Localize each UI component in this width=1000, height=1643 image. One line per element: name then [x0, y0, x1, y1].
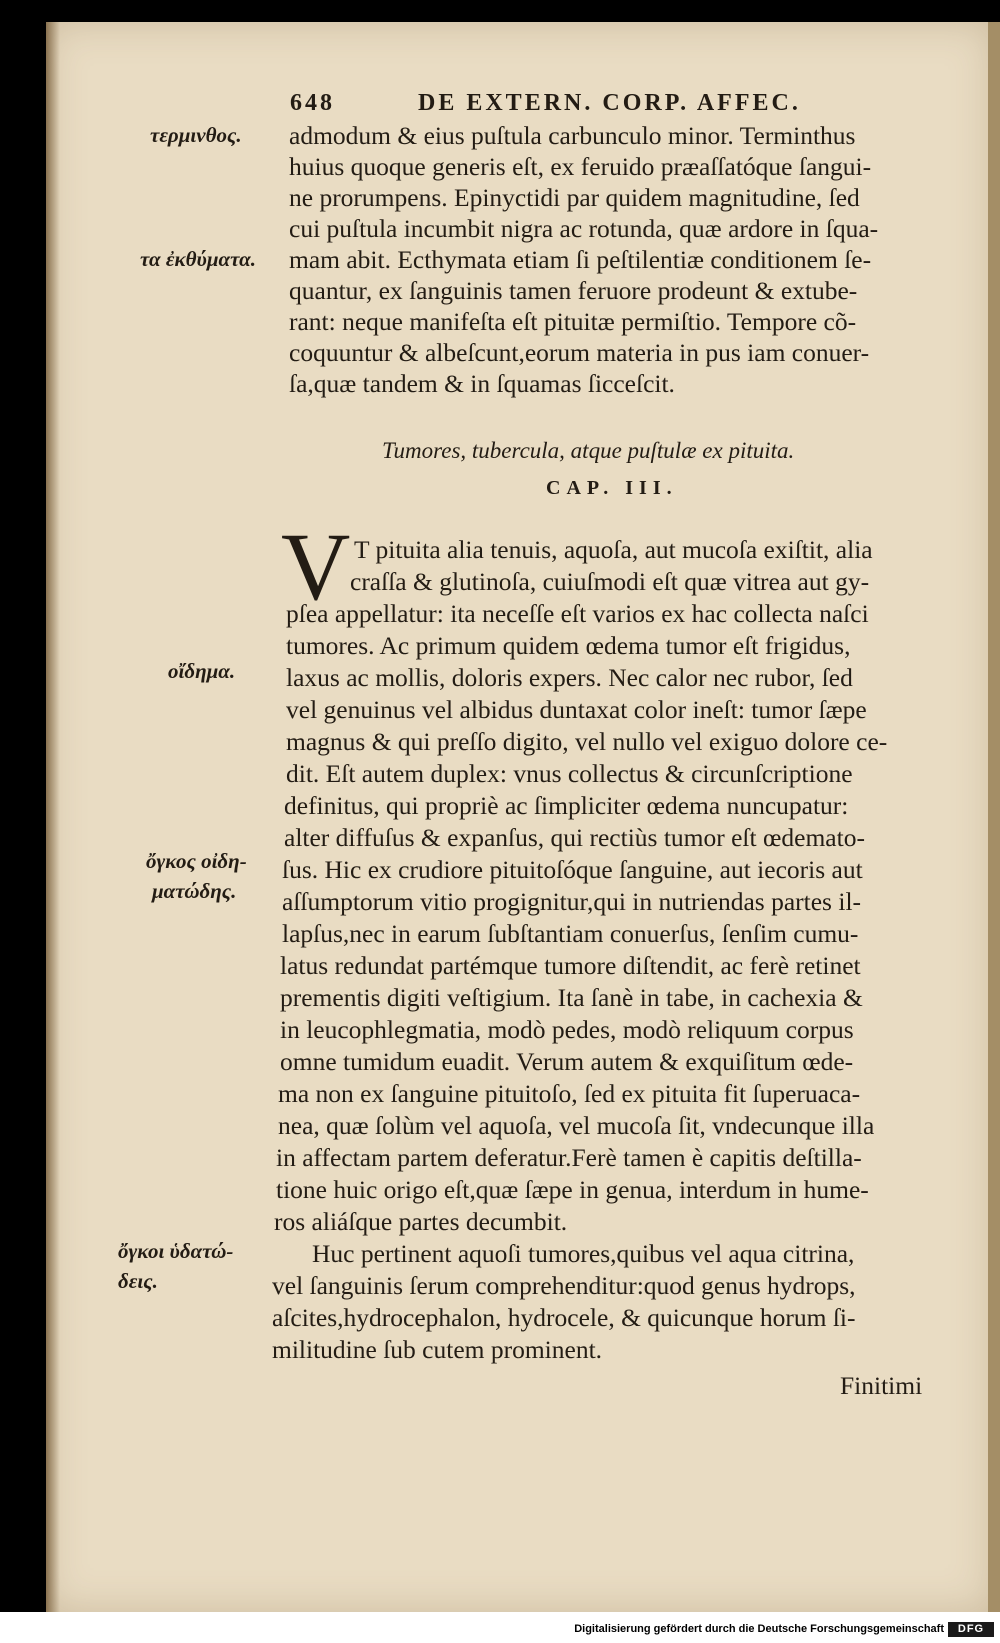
text-line: in affectam partem deferatur.Ferè tamen è capitis deſtilla-	[276, 1143, 862, 1172]
text-line: tumores. Ac primum quidem œdema tumor eſt frigidus,	[286, 631, 851, 660]
margin-note: ὄγκοι ὑδατώ-	[118, 1239, 234, 1263]
text-line: huius quoque generis eſt, ex feruido præaſſatóque ſangui-	[289, 152, 872, 181]
text-line: laxus ac mollis, doloris expers. Nec calor nec rubor, ſed	[286, 663, 853, 692]
text-line: quantur, ex ſanguinis tamen feruore prodeunt & extube-	[289, 276, 858, 305]
margin-note: τερμινθος.	[150, 123, 242, 147]
text-line: craſſa & glutinoſa, cuiuſmodi eſt quæ vitrea aut gy-	[350, 567, 870, 596]
text-line: ſus. Hic ex crudiore pituitoſóque ſanguine, aut iecoris aut	[282, 855, 863, 884]
text-line: tione huic origo eſt,quæ ſæpe in genua, interdum in hume-	[276, 1175, 869, 1204]
text-line: aſcites,hydrocephalon, hydrocele, & quicunque horum ſi-	[272, 1303, 856, 1332]
text-line: admodum & eius puſtula carbunculo minor. Terminthus	[289, 121, 856, 150]
text-line: prementis digiti veſtigium. Ita ſanè in tabe, in cachexia &	[280, 983, 863, 1012]
margin-note: ὄγκος οἰδη-	[146, 849, 247, 873]
text-line: vel ſanguinis ſerum comprehenditur:quod genus hydrops,	[272, 1271, 856, 1300]
text-line: vel genuinus vel albidus duntaxat color ineſt: tumor ſæpe	[286, 695, 867, 724]
section-title: Tumores, tubercula, atque puſtulæ ex pituita.	[382, 438, 795, 463]
page-number: 648	[290, 90, 335, 116]
text-line: omne tumidum euadit. Verum autem & exquiſitum œde-	[280, 1047, 854, 1076]
text-line: ros aliáſque partes decumbit.	[274, 1207, 568, 1236]
footer-credit: Digitalisierung gefördert durch die Deutsche Forschungsgemeinschaft	[574, 1623, 944, 1635]
margin-note: δεις.	[118, 1269, 158, 1293]
text-line: ma non ex ſanguine pituitoſo, ſed ex pituita fit ſuperuaca-	[278, 1079, 861, 1108]
text-line: latus redundat partémque tumore diſtendit, ac ferè retinet	[280, 951, 861, 980]
margin-note: τα ἐκθύματα.	[140, 247, 257, 271]
text-line: coquuntur & albeſcunt,eorum materia in pus iam conuer-	[289, 338, 870, 367]
dfg-logo: DFG	[948, 1622, 994, 1637]
text-line: T pituita alia tenuis, aquoſa, aut mucoſa exiſtit, alia	[354, 535, 873, 564]
text-line: nea, quæ ſolùm vel aquoſa, vel mucoſa ſit, vndecunque illa	[278, 1111, 875, 1140]
text-line: aſſumptorum vitio progignitur,qui in nutriendas partes il-	[282, 887, 862, 916]
running-title: DE EXTERN. CORP. AFFEC.	[418, 90, 801, 116]
text-line: ſa,quæ tandem & in ſquamas ſicceſcit.	[289, 369, 675, 398]
margin-note: οἴδημα.	[168, 659, 236, 683]
page-gutter-shadow	[46, 22, 60, 1612]
text-line: militudine ſub cutem prominent.	[272, 1335, 603, 1364]
text-line: alter diffuſus & expanſus, qui rectiùs tumor eſt œdemato-	[284, 823, 865, 852]
text-line: Huc pertinent aquoſi tumores,quibus vel aqua citrina,	[312, 1239, 855, 1268]
text-line: cui puſtula incumbit nigra ac rotunda, quæ ardore in ſqua-	[289, 214, 879, 243]
text-line: mam abit. Ecthymata etiam ſi peſtilentiæ conditionem ſe-	[289, 245, 872, 274]
text-line: pſea appellatur: ita neceſſe eſt varios ex hac collecta naſci	[286, 599, 869, 628]
drop-initial: V	[281, 513, 351, 620]
text-line: lapſus,nec in earum ſubſtantiam conuerſus, ſenſim cumu-	[282, 919, 859, 948]
catchword: Finitimi	[840, 1371, 923, 1400]
text-line: magnus & qui preſſo digito, vel nullo vel exiguo dolore ce-	[286, 727, 888, 756]
chapter-heading: CAP. III.	[546, 477, 678, 499]
margin-note: ματώδης.	[152, 879, 237, 903]
text-line: dit. Eſt autem duplex: vnus collectus & circunſcriptione	[286, 759, 853, 788]
text-line: rant: neque manifeſta eſt pituitæ permiſtio. Tempore cõ-	[289, 307, 857, 336]
text-line: in leucophlegmatia, modò pedes, modò reliquum corpus	[280, 1015, 854, 1044]
page-edge	[988, 22, 1000, 1612]
text-line: definitus, qui propriè ac ſimpliciter œdema nuncupatur:	[284, 791, 849, 820]
text-line: ne prorumpens. Epinyctidi par quidem magnitudine, ſed	[289, 183, 860, 212]
